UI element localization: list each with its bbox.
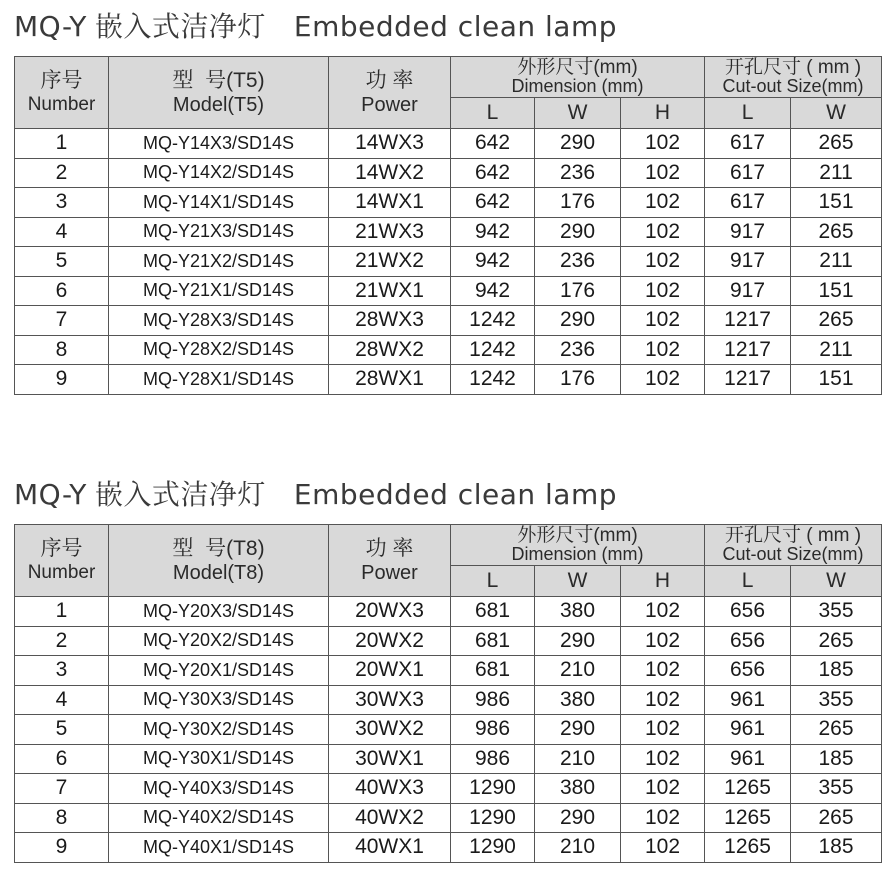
cell-dim-w: 290: [535, 217, 621, 247]
cell-power: 14WX1: [329, 188, 451, 218]
table-row: [15, 188, 882, 218]
cell-cut-l: 656: [705, 597, 791, 627]
cell-cut-l: 1265: [705, 774, 791, 804]
cell-dim-w: 236: [535, 158, 621, 188]
cell-model: MQ-Y28X2/SD14S: [109, 335, 329, 365]
cell-model: MQ-Y28X1/SD14S: [109, 365, 329, 395]
cell-power: 21WX3: [329, 217, 451, 247]
cell-cut-w: 151: [791, 365, 882, 395]
cell-dim-w: 176: [535, 276, 621, 306]
table-row: [15, 715, 882, 745]
cell-power: 40WX2: [329, 803, 451, 833]
cell-dim-w: 380: [535, 685, 621, 715]
cell-dim-w: 236: [535, 247, 621, 277]
cell-model: MQ-Y40X3/SD14S: [109, 774, 329, 804]
cell-cut-l: 917: [705, 217, 791, 247]
cell-number: 7: [15, 306, 109, 336]
cell-power: 21WX2: [329, 247, 451, 277]
cell-cut-w: 265: [791, 626, 882, 656]
cell-dim-h: 102: [621, 217, 705, 247]
cell-cut-w: 265: [791, 217, 882, 247]
header-dim-h: H: [621, 566, 705, 597]
cell-dim-h: 102: [621, 833, 705, 863]
cell-model: MQ-Y21X3/SD14S: [109, 217, 329, 247]
table-row: [15, 597, 882, 627]
cell-power: 20WX2: [329, 626, 451, 656]
cell-model: MQ-Y14X3/SD14S: [109, 129, 329, 159]
header-cutout: 开孔尺寸 ( mm ) Cut-out Size(mm): [705, 525, 882, 566]
cell-dim-w: 290: [535, 129, 621, 159]
cell-power: 30WX1: [329, 744, 451, 774]
cell-model: MQ-Y30X3/SD14S: [109, 685, 329, 715]
header-cut-w: W: [791, 566, 882, 597]
cell-power: 20WX3: [329, 597, 451, 627]
cell-power: 40WX3: [329, 774, 451, 804]
table-row: [15, 217, 882, 247]
header-cut-l: L: [705, 98, 791, 129]
cell-model: MQ-Y30X1/SD14S: [109, 744, 329, 774]
header-cut-w: W: [791, 98, 882, 129]
cell-number: 6: [15, 276, 109, 306]
cell-cut-l: 1217: [705, 306, 791, 336]
table-row: [15, 803, 882, 833]
cell-number: 3: [15, 188, 109, 218]
header-dim-h: H: [621, 98, 705, 129]
cell-dim-l: 942: [451, 247, 535, 277]
cell-power: 28WX3: [329, 306, 451, 336]
cell-dim-h: 102: [621, 129, 705, 159]
cell-model: MQ-Y14X1/SD14S: [109, 188, 329, 218]
cell-dim-l: 1242: [451, 335, 535, 365]
cell-dim-w: 290: [535, 803, 621, 833]
header-cutout: 开孔尺寸 ( mm ) Cut-out Size(mm): [705, 57, 882, 98]
header-power: 功 率 Power: [329, 57, 451, 129]
cell-cut-w: 185: [791, 656, 882, 686]
cell-dim-h: 102: [621, 365, 705, 395]
header-cut-l: L: [705, 566, 791, 597]
cell-cut-w: 265: [791, 715, 882, 745]
table-row: [15, 626, 882, 656]
cell-number: 8: [15, 335, 109, 365]
cell-power: 28WX2: [329, 335, 451, 365]
cell-cut-w: 355: [791, 685, 882, 715]
cell-model: MQ-Y20X2/SD14S: [109, 626, 329, 656]
cell-model: MQ-Y40X2/SD14S: [109, 803, 329, 833]
cell-power: 14WX3: [329, 129, 451, 159]
cell-dim-l: 642: [451, 129, 535, 159]
cell-model: MQ-Y40X1/SD14S: [109, 833, 329, 863]
title-chinese: 嵌入式洁净灯: [94, 478, 266, 511]
table-row: [15, 774, 882, 804]
header-number: 序号 Number: [15, 57, 109, 129]
cell-number: 2: [15, 626, 109, 656]
cell-number: 9: [15, 833, 109, 863]
header-number: 序号 Number: [15, 525, 109, 597]
cell-dim-l: 942: [451, 276, 535, 306]
cell-dim-l: 942: [451, 217, 535, 247]
cell-cut-l: 1217: [705, 365, 791, 395]
cell-dim-w: 380: [535, 774, 621, 804]
section-title: [14, 8, 617, 46]
cell-dim-h: 102: [621, 744, 705, 774]
cell-number: 2: [15, 158, 109, 188]
cell-model: MQ-Y21X1/SD14S: [109, 276, 329, 306]
cell-dim-h: 102: [621, 803, 705, 833]
cell-cut-w: 185: [791, 744, 882, 774]
table-row: [15, 306, 882, 336]
cell-cut-w: 211: [791, 335, 882, 365]
spec-table-t5: [14, 56, 882, 395]
header-dimension: 外形尺寸(mm) Dimension (mm): [451, 57, 705, 98]
cell-cut-l: 961: [705, 685, 791, 715]
cell-power: 30WX3: [329, 685, 451, 715]
title-english: Embedded clean lamp: [293, 478, 617, 511]
cell-number: 5: [15, 715, 109, 745]
header-dim-l: L: [451, 566, 535, 597]
cell-dim-h: 102: [621, 656, 705, 686]
table-row: [15, 656, 882, 686]
cell-dim-h: 102: [621, 306, 705, 336]
cell-cut-l: 1265: [705, 833, 791, 863]
cell-power: 30WX2: [329, 715, 451, 745]
header-power: 功 率 Power: [329, 525, 451, 597]
cell-dim-w: 290: [535, 626, 621, 656]
cell-model: MQ-Y14X2/SD14S: [109, 158, 329, 188]
cell-power: 40WX1: [329, 833, 451, 863]
cell-cut-l: 656: [705, 656, 791, 686]
cell-power: 21WX1: [329, 276, 451, 306]
cell-dim-h: 102: [621, 597, 705, 627]
cell-dim-w: 380: [535, 597, 621, 627]
spec-table-t8: [14, 524, 882, 863]
cell-cut-l: 917: [705, 276, 791, 306]
header-dim-w: W: [535, 566, 621, 597]
cell-number: 8: [15, 803, 109, 833]
header-dimension: 外形尺寸(mm) Dimension (mm): [451, 525, 705, 566]
cell-cut-w: 265: [791, 129, 882, 159]
cell-cut-l: 656: [705, 626, 791, 656]
cell-cut-w: 265: [791, 306, 882, 336]
header-model: 型 号(T5) Model(T5): [109, 57, 329, 129]
cell-dim-w: 210: [535, 833, 621, 863]
cell-cut-l: 961: [705, 744, 791, 774]
cell-cut-w: 265: [791, 803, 882, 833]
cell-dim-h: 102: [621, 774, 705, 804]
title-prefix: MQ-Y: [14, 10, 87, 43]
cell-dim-l: 642: [451, 188, 535, 218]
cell-dim-h: 102: [621, 715, 705, 745]
cell-number: 3: [15, 656, 109, 686]
cell-power: 14WX2: [329, 158, 451, 188]
table-row: [15, 129, 882, 159]
header-dim-l: L: [451, 98, 535, 129]
table-row: [15, 365, 882, 395]
cell-dim-l: 1290: [451, 774, 535, 804]
cell-power: 28WX1: [329, 365, 451, 395]
cell-model: MQ-Y20X3/SD14S: [109, 597, 329, 627]
cell-cut-l: 617: [705, 129, 791, 159]
cell-dim-h: 102: [621, 276, 705, 306]
cell-model: MQ-Y28X3/SD14S: [109, 306, 329, 336]
cell-number: 5: [15, 247, 109, 277]
cell-cut-w: 211: [791, 247, 882, 277]
cell-dim-h: 102: [621, 158, 705, 188]
cell-cut-w: 355: [791, 597, 882, 627]
cell-model: MQ-Y21X2/SD14S: [109, 247, 329, 277]
title-chinese: 嵌入式洁净灯: [94, 10, 266, 43]
table-row: [15, 335, 882, 365]
table-row: [15, 685, 882, 715]
cell-dim-l: 681: [451, 597, 535, 627]
cell-number: 1: [15, 129, 109, 159]
cell-dim-h: 102: [621, 247, 705, 277]
cell-cut-w: 185: [791, 833, 882, 863]
cell-dim-l: 681: [451, 656, 535, 686]
cell-number: 1: [15, 597, 109, 627]
cell-dim-h: 102: [621, 626, 705, 656]
cell-dim-w: 176: [535, 365, 621, 395]
cell-cut-l: 961: [705, 715, 791, 745]
table-body: [15, 597, 882, 863]
cell-dim-w: 290: [535, 715, 621, 745]
title-english: Embedded clean lamp: [293, 10, 617, 43]
table-body: [15, 129, 882, 395]
cell-dim-l: 1290: [451, 833, 535, 863]
table-row: [15, 833, 882, 863]
cell-dim-l: 1242: [451, 365, 535, 395]
cell-dim-h: 102: [621, 335, 705, 365]
cell-dim-w: 236: [535, 335, 621, 365]
cell-dim-l: 986: [451, 715, 535, 745]
cell-cut-l: 617: [705, 188, 791, 218]
section-title: [14, 476, 617, 514]
cell-dim-l: 1290: [451, 803, 535, 833]
table-row: [15, 158, 882, 188]
cell-dim-w: 210: [535, 744, 621, 774]
cell-model: MQ-Y30X2/SD14S: [109, 715, 329, 745]
cell-dim-l: 1242: [451, 306, 535, 336]
cell-cut-w: 151: [791, 188, 882, 218]
cell-model: MQ-Y20X1/SD14S: [109, 656, 329, 686]
table-row: [15, 276, 882, 306]
cell-dim-l: 681: [451, 626, 535, 656]
cell-cut-l: 617: [705, 158, 791, 188]
table-row: [15, 247, 882, 277]
cell-dim-w: 290: [535, 306, 621, 336]
cell-number: 7: [15, 774, 109, 804]
cell-dim-l: 986: [451, 744, 535, 774]
cell-dim-l: 642: [451, 158, 535, 188]
header-model: 型 号(T8) Model(T8): [109, 525, 329, 597]
cell-dim-h: 102: [621, 188, 705, 218]
cell-cut-w: 211: [791, 158, 882, 188]
cell-dim-w: 210: [535, 656, 621, 686]
cell-power: 20WX1: [329, 656, 451, 686]
cell-number: 4: [15, 217, 109, 247]
cell-number: 6: [15, 744, 109, 774]
table-row: [15, 744, 882, 774]
cell-cut-l: 917: [705, 247, 791, 277]
cell-dim-l: 986: [451, 685, 535, 715]
header-dim-w: W: [535, 98, 621, 129]
cell-cut-l: 1265: [705, 803, 791, 833]
cell-dim-h: 102: [621, 685, 705, 715]
title-prefix: MQ-Y: [14, 478, 87, 511]
cell-number: 4: [15, 685, 109, 715]
cell-cut-l: 1217: [705, 335, 791, 365]
cell-cut-w: 355: [791, 774, 882, 804]
cell-cut-w: 151: [791, 276, 882, 306]
cell-dim-w: 176: [535, 188, 621, 218]
cell-number: 9: [15, 365, 109, 395]
